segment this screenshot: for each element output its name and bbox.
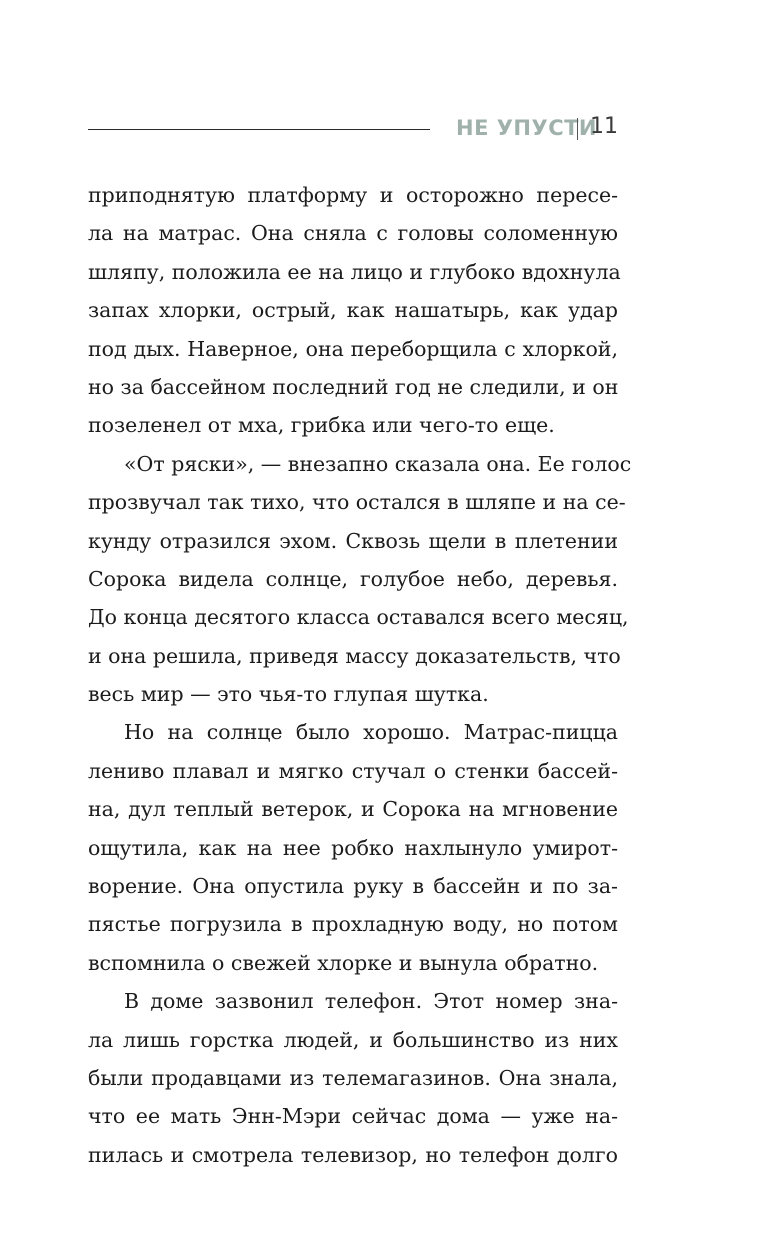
text-line: ла лишь горстка людей, и большинство из них (88, 1027, 618, 1052)
text-line: что ее мать Энн-Мэри сейчас дома — уже на- (88, 1104, 618, 1129)
text-line: весь мир — это чья-то глупая шутка. (88, 682, 489, 707)
text-line: Но на солнце было хорошо. Матрас-пицца (124, 720, 618, 745)
text-line: но за бассейном последний год не следили, и он (88, 374, 619, 399)
text-line: были продавцами из телемагазинов. Она знала, (88, 1065, 618, 1090)
text-line: ворение. Она опустила руку в бассейн и по за- (88, 874, 618, 899)
text-line: пястье погрузила в прохладную воду, но потом (88, 912, 618, 937)
paragraph-1 (88, 176, 621, 445)
text-line: ла на матрас. Она сняла с головы соломенную (88, 221, 618, 246)
text-line: приподнятую платформу и осторожно пересе- (88, 183, 618, 207)
text-line: До конца десятого класса оставался всего месяц, (88, 605, 629, 630)
paragraph-3 (88, 713, 618, 982)
header-rule (88, 129, 430, 130)
text-line: вспомнила о свежей хлорке и вынула обратно. (88, 950, 599, 975)
paragraph-4 (88, 982, 618, 1174)
body-text (88, 176, 632, 1174)
text-line: позеленел от мха, грибка или чего-то еще. (88, 413, 555, 438)
page-number: 11 (590, 114, 618, 139)
text-line: кунду отразился эхом. Сквозь щели в плетении (88, 528, 618, 553)
text-line: шляпу, положила ее на лицо и глубоко вдохнула (88, 259, 621, 284)
running-title: НЕ УПУСТИ (456, 116, 597, 140)
text-line: В доме зазвонил телефон. Этот номер зна- (124, 989, 618, 1014)
text-line: под дых. Наверное, она переборщила с хлоркой, (88, 336, 618, 361)
text-line: на, дул теплый ветерок, и Сорока на мгновение (88, 797, 618, 822)
text-line: «От ряски», — внезапно сказала она. Ее голос (124, 451, 632, 476)
header-separator (577, 118, 578, 140)
text-line: пилась и смотрела телевизор, но телефон долго (88, 1142, 618, 1167)
text-line: ощутила, как на нее робко нахлынуло умирот- (88, 835, 618, 860)
text-line: Сорока видела солнце, голубое небо, деревья. (88, 566, 618, 591)
text-line: лениво плавал и мягко стучал о стенки бассей- (88, 758, 618, 783)
text-line: запах хлорки, острый, как нашатырь, как удар (88, 298, 618, 323)
text-line: и она решила, приведя массу доказательств, что (88, 643, 621, 668)
text-line: прозвучал так тихо, что остался в шляпе и на се- (88, 490, 626, 515)
paragraph-2 (88, 445, 632, 714)
